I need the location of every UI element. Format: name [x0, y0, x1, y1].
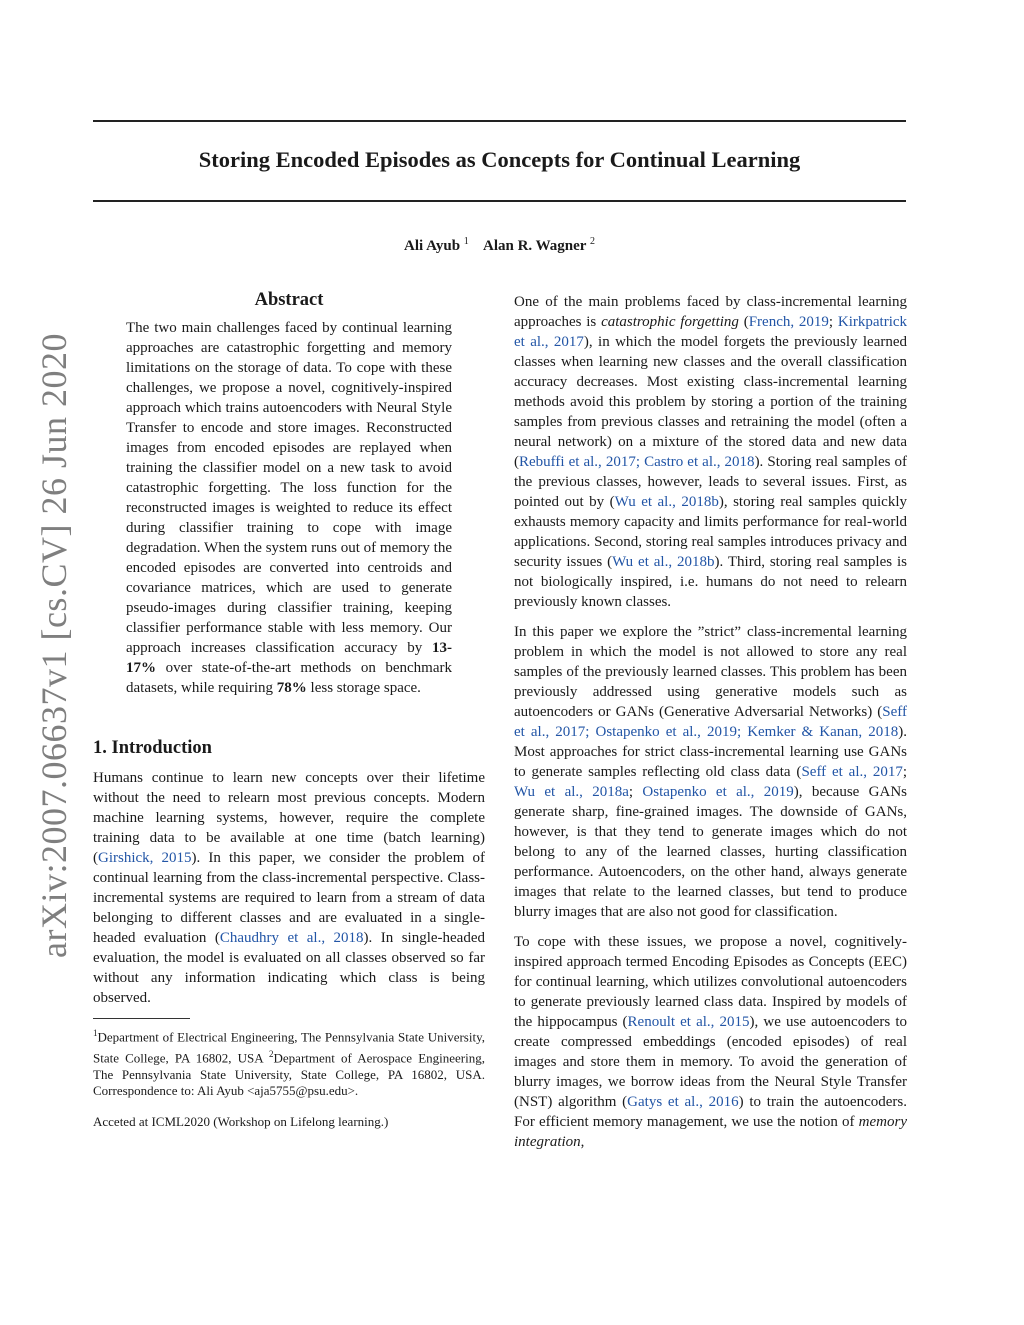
footnote-text: Department of Aerospace Engineering, The Pennsylvania State University, State College, PA 16802, USA. Correspondence to: Ali Ayub <aja5755@psu.edu>. [93, 1050, 485, 1099]
abstract-highlight: 78% [276, 680, 307, 696]
abstract-text [126, 318, 452, 698]
right-column [514, 292, 907, 1152]
arxiv-stamp: arXiv:2007.06637v1 [cs.CV] 26 Jun 2020 [34, 333, 74, 958]
text-run: To cope with these issues, we propose a novel, cognitively-inspired approach termed Encoding Episodes as Concepts (EEC) for continual learning, which utilizes convolutional autoencoders to generate previously learned class data. Inspired by models of the hippocampus ( [514, 934, 907, 1030]
intro-paragraph [93, 768, 485, 1008]
author-name: Ali Ayub [404, 238, 461, 254]
footnote-text: Department of Electrical Engineering, The Pennsylvania State University, State College, PA 16802, USA [93, 1029, 485, 1066]
citation-link[interactable]: Wu et al., 2018b [612, 554, 715, 570]
venue-note: Acceted at ICML2020 (Workshop on Lifelong learning.) [93, 1113, 389, 1129]
abstract-text-part: over state-of-the-art methods on benchmark datasets, while requiring [126, 660, 453, 696]
footnote-divider [93, 1018, 190, 1019]
text-run: ). In single-headed evaluation, the model is evaluated on all classes observed so far without any information indicating which class is being observed. [93, 930, 485, 1006]
footnote-mark: 2 [269, 1048, 274, 1059]
text-run: ) to train the autoencoders. For efficient memory management, we use the notion of [514, 1094, 907, 1130]
citation-link[interactable]: Kirkpatrick et al., 2017 [514, 314, 908, 350]
title-top-rule [93, 120, 906, 122]
text-run: One of the main problems faced by class-incremental learning approaches is [514, 294, 907, 330]
body-paragraph [514, 292, 907, 612]
abstract-heading: Abstract [254, 290, 324, 310]
citation-link[interactable]: Seff et al., 2017; Ostapenko et al., 2019; Kemker & Kanan, 2018 [514, 704, 907, 740]
citation-link[interactable]: Wu et al., 2018b [614, 494, 719, 510]
citation-link[interactable]: Wu et al., 2018a [514, 784, 629, 800]
title-bottom-rule [93, 200, 906, 202]
citation-link[interactable]: Chaudhry et al., 2018 [219, 930, 364, 946]
text-run: ; [628, 784, 643, 800]
paper-title: Storing Encoded Episodes as Concepts for Continual Learning [198, 147, 801, 172]
affiliation-footnote [93, 1025, 485, 1100]
text-run: ). In this paper, we consider the problem of continual learning from the class-incremental perspective. Class-incremental systems are required to learn from a stream of data belonging to different classes and are evaluated in a single-headed evaluation ( [93, 850, 485, 946]
text-run: , [580, 1134, 585, 1150]
left-column [93, 290, 485, 1130]
emphasis-text: memory integration [514, 1114, 907, 1150]
citation-link[interactable]: French, 2019 [748, 314, 829, 330]
abstract-text-part: less storage space. [310, 680, 421, 696]
text-run: ), in which the model forgets the previously learned classes when learning new classes and the overall classification accuracy decreases. Most existing class-incremental learning methods avoid this problem by storing a portion of the training samples from previous classes and retraining the model (often a neural network) on a mixture of the stored data and new data ( [514, 334, 908, 470]
citation-link[interactable]: Ostapenko et al., 2019 [642, 784, 794, 800]
text-run: ). Most approaches for strict class-incremental learning use GANs to generate samples reflecting old class data ( [514, 724, 907, 780]
text-run: Humans continue to learn new concepts over their lifetime without the need to relearn most previous concepts. Modern machine learning systems, however, require the complete training data to be available at one time (batch learning) ( [93, 770, 485, 866]
footnote-mark: 1 [93, 1028, 98, 1038]
body-paragraph [514, 932, 907, 1152]
text-run: ). Storing real samples of the previous classes, however, leads to several issues. First, as pointed out by ( [514, 454, 907, 510]
affiliation-mark: 1 [463, 236, 469, 247]
author-list [93, 236, 906, 255]
text-run: ), storing real samples quickly exhausts memory capacity and limits performance for real-world applications. Second, storing real samples introduces privacy and security issues ( [514, 494, 907, 570]
citation-link[interactable]: Renoult et al., 2015 [627, 1014, 750, 1030]
affiliation-mark: 2 [589, 236, 595, 247]
text-run: ; [828, 314, 838, 330]
text-run: ), we use autoencoders to create compressed embeddings (encoded episodes) of real images and store them in memory. To avoid the generation of blurry images, we borrow ideas from the Neural Style Transfer (NST) algorithm ( [514, 1014, 907, 1110]
citation-link[interactable]: Girshick, 2015 [98, 850, 192, 866]
abstract-text-part: The two main challenges faced by continual learning approaches are catastrophic forgetting and memory limitations on the storage of data. To cope with these challenges, we propose a novel, cognitively-inspired approach which trains autoencoders with Neural Style Transfer to encode and store images. Reconstructed images from encoded episodes are replayed when training the classifier model on a new task to avoid catastrophic forgetting. The loss function for the reconstructed images is weighted to reduce its effect during classifier training to cope with image degradation. When the system runs out of memory the encoded episodes are converted into centroids and covariance matrices, which are used to generate pseudo-images during classifier training, keeping classifier performance stable with less memory. Our approach increases classification accuracy by [126, 320, 452, 656]
text-run: ). Third, storing real samples is not biologically inspired, i.e. humans do not need to relearn previously known classes. [514, 554, 907, 610]
abstract-highlight: 13-17% [126, 640, 453, 676]
text-run: ; [902, 764, 907, 780]
body-paragraph [514, 622, 907, 922]
text-run: ), because GANs generate sharp, fine-grained images. The downside of GANs, however, is that they tend to generate images which do not belong to any of the learned classes, hurting classification performance. Autoencoders, on the other hand, always generate images that relate to the learned classes, but tend to produce blurry images that are also not good for classification. [514, 784, 907, 920]
author-name: Alan R. Wagner [482, 238, 587, 254]
citation-link[interactable]: Gatys et al., 2016 [627, 1094, 739, 1110]
emphasis-text: catastrophic forgetting [601, 314, 739, 330]
citation-link[interactable]: Rebuffi et al., 2017; Castro et al., 2018 [519, 454, 755, 470]
text-run: In this paper we explore the ”strict” class-incremental learning problem in which the model is not allowed to store any real samples of the previously learned classes. This problem has been previously addressed using generative models such as autoencoders or GANs (Generative Adversarial Networks) ( [514, 624, 907, 720]
citation-link[interactable]: Seff et al., 2017 [801, 764, 903, 780]
section-heading-introduction: 1. Introduction [93, 738, 212, 758]
text-run: ( [738, 314, 749, 330]
